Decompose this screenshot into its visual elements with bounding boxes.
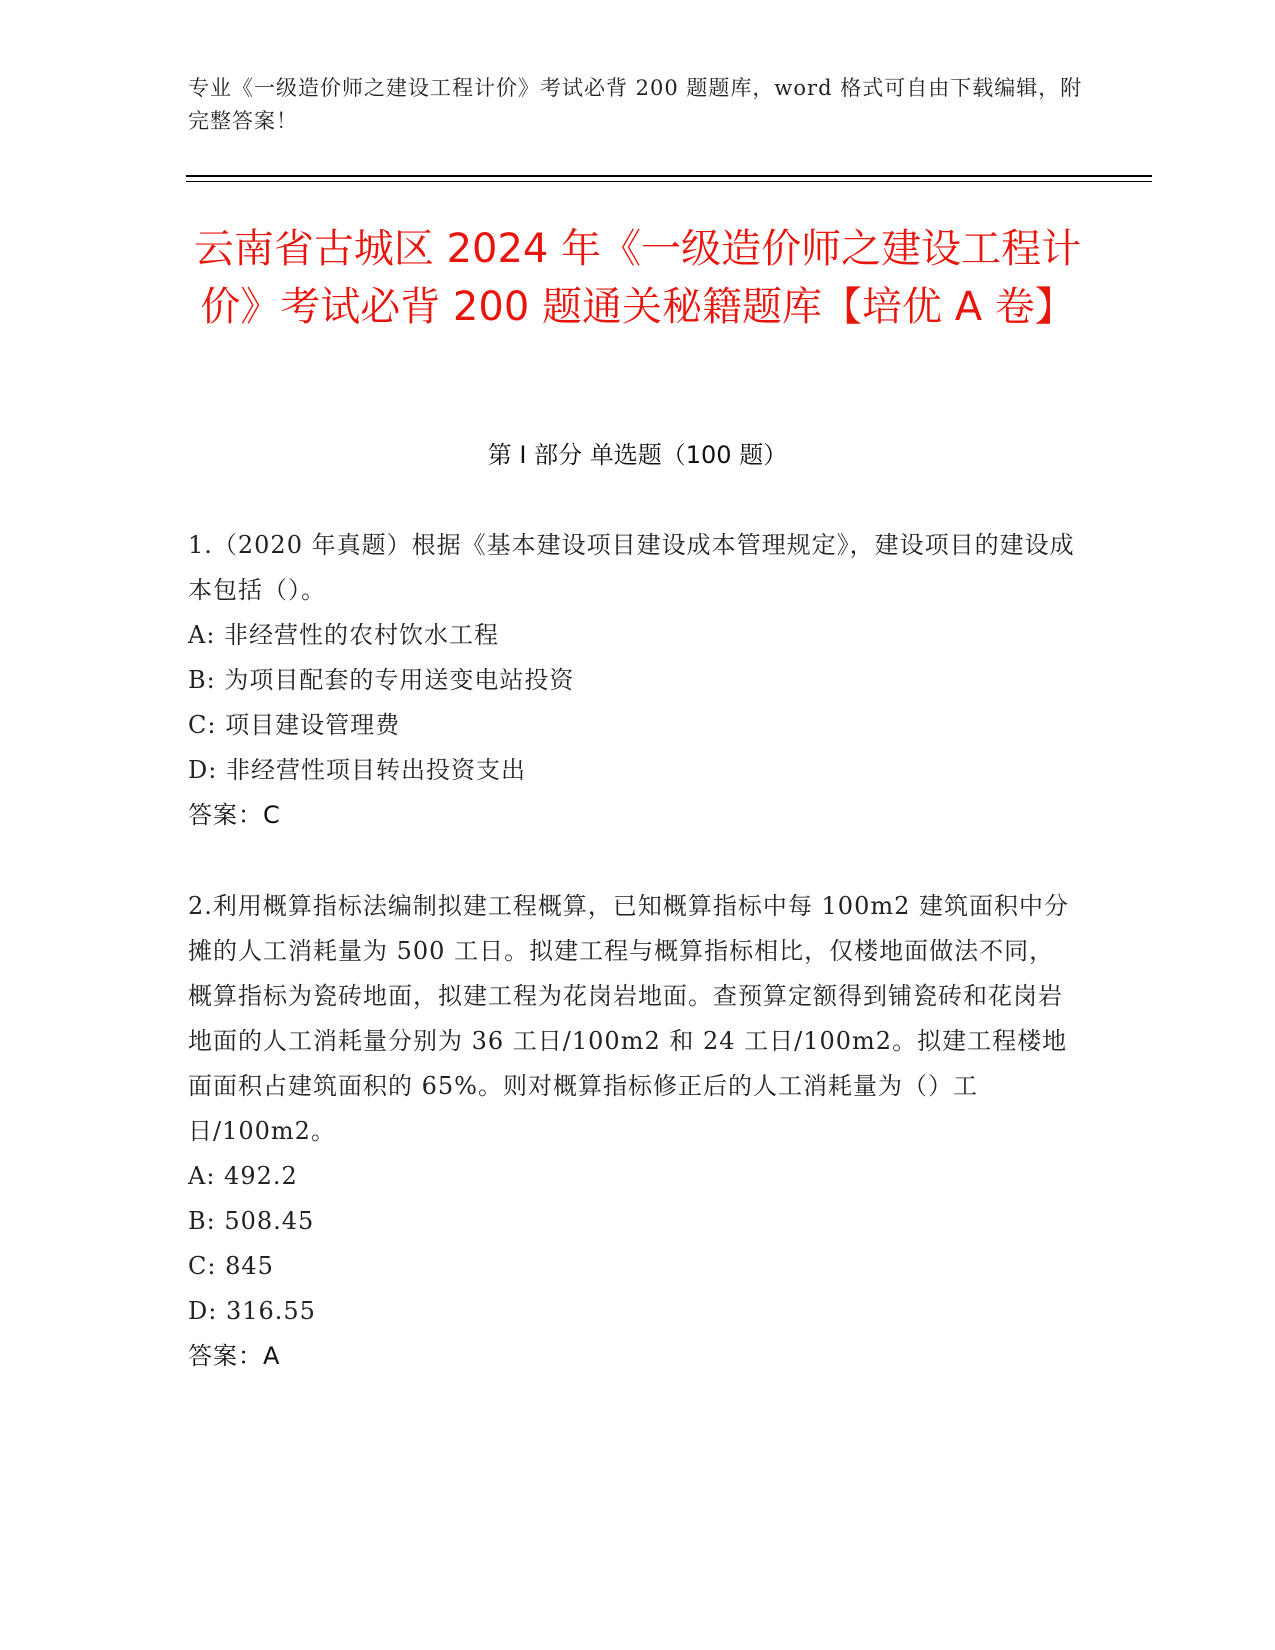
question-2 (188, 884, 1078, 1379)
header-note: 专业《一级造价师之建设工程计价》考试必背 200 题题库，word 格式可自由下载编辑，附完整答案！ (188, 76, 1083, 133)
option-c: C: 845 (188, 1252, 274, 1280)
section-title: 第 I 部分 单选题（100 题） (487, 441, 788, 469)
document-title: 云南省古城区 2024 年《一级造价师之建设工程计价》考试必背 200 题通关秘籍题库【培优 A 卷】 (193, 226, 1082, 330)
question-stem: 2.利用概算指标法编制拟建工程概算，已知概算指标中每 100m2 建筑面积中分摊的人工消耗量为 500 工日。拟建工程与概算指标相比，仅楼地面做法不同，概算指标为瓷砖地面，拟建工程为花岗岩地面。查预算定额得到铺瓷砖和花岗岩地面的人工消耗量分别为 36 工日/100m2 和 24 工日/100m2。拟建工程楼地面面积占建筑面积的 65%。则对概算指标修正后的人工消耗量为（）工日/100m2。 (188, 892, 1069, 1145)
answer: 答案：A (188, 1342, 281, 1370)
header-rule-thin (186, 181, 1152, 182)
answer: 答案：C (188, 801, 281, 829)
option-b: B: 508.45 (188, 1207, 315, 1235)
option-a: A: 非经营性的农村饮水工程 (188, 621, 500, 649)
option-c: C: 项目建设管理费 (188, 711, 401, 739)
option-b: B: 为项目配套的专用送变电站投资 (188, 666, 575, 694)
option-d: D: 非经营性项目转出投资支出 (188, 756, 526, 784)
option-a: A: 492.2 (188, 1162, 298, 1190)
option-d: D: 316.55 (188, 1297, 316, 1325)
question-stem: 1.（2020 年真题）根据《基本建设项目建设成本管理规定》，建设项目的建设成本包括（）。 (188, 531, 1075, 604)
question-1 (188, 523, 1078, 838)
header-rule-thick (186, 175, 1152, 177)
